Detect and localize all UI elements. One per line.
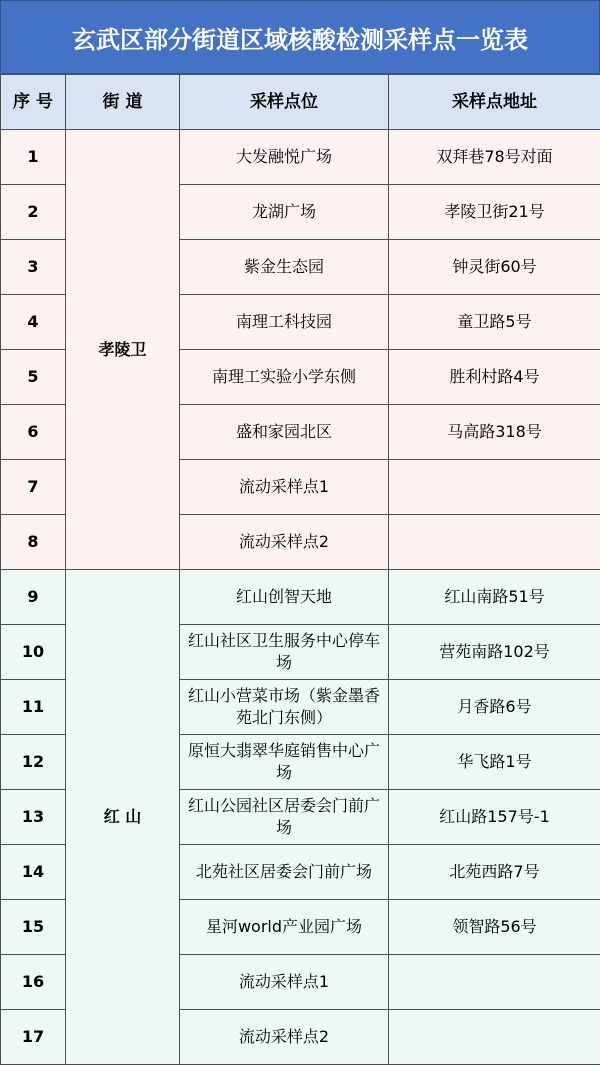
sampling-site: 红山小营菜市场（紫金墨香苑北门东侧） xyxy=(180,680,389,735)
sampling-address xyxy=(389,955,600,1010)
sampling-address: 童卫路5号 xyxy=(389,295,600,350)
header-address: 采样点地址 xyxy=(389,75,600,130)
row-number: 7 xyxy=(1,460,66,515)
sampling-address: 营苑南路102号 xyxy=(389,625,600,680)
sampling-table xyxy=(0,74,600,1065)
sampling-site: 红山社区卫生服务中心停车场 xyxy=(180,625,389,680)
table-row xyxy=(1,570,600,625)
sampling-site: 龙湖广场 xyxy=(180,185,389,240)
sampling-site: 大发融悦广场 xyxy=(180,130,389,185)
row-number: 1 xyxy=(1,130,66,185)
sampling-site: 紫金生态园 xyxy=(180,240,389,295)
sampling-address: 华飞路1号 xyxy=(389,735,600,790)
row-number: 9 xyxy=(1,570,66,625)
sampling-address: 领智路56号 xyxy=(389,900,600,955)
sampling-site: 原恒大翡翠华庭销售中心广场 xyxy=(180,735,389,790)
sampling-site: 星河world产业园广场 xyxy=(180,900,389,955)
table-header-row xyxy=(1,75,600,130)
sampling-address: 钟灵街60号 xyxy=(389,240,600,295)
row-number: 2 xyxy=(1,185,66,240)
header-site: 采样点位 xyxy=(180,75,389,130)
sampling-address: 北苑西路7号 xyxy=(389,845,600,900)
row-number: 10 xyxy=(1,625,66,680)
page-title: 玄武区部分街道区域核酸检测采样点一览表 xyxy=(0,0,600,74)
sampling-site: 红山创智天地 xyxy=(180,570,389,625)
row-number: 14 xyxy=(1,845,66,900)
row-number: 5 xyxy=(1,350,66,405)
sampling-site: 红山公园社区居委会门前广场 xyxy=(180,790,389,845)
sampling-address xyxy=(389,460,600,515)
row-number: 16 xyxy=(1,955,66,1010)
sampling-site: 流动采样点1 xyxy=(180,460,389,515)
row-number: 11 xyxy=(1,680,66,735)
sampling-address: 马高路318号 xyxy=(389,405,600,460)
row-number: 17 xyxy=(1,1010,66,1065)
street-name: 红 山 xyxy=(66,570,180,1065)
header-street: 街 道 xyxy=(66,75,180,130)
table-row xyxy=(1,130,600,185)
sampling-address: 月香路6号 xyxy=(389,680,600,735)
sampling-site: 盛和家园北区 xyxy=(180,405,389,460)
row-number: 6 xyxy=(1,405,66,460)
sampling-address: 孝陵卫街21号 xyxy=(389,185,600,240)
row-number: 13 xyxy=(1,790,66,845)
sampling-address: 红山路157号-1 xyxy=(389,790,600,845)
sampling-address xyxy=(389,515,600,570)
row-number: 8 xyxy=(1,515,66,570)
row-number: 12 xyxy=(1,735,66,790)
sampling-address: 双拜巷78号对面 xyxy=(389,130,600,185)
sampling-site: 南理工实验小学东侧 xyxy=(180,350,389,405)
sampling-address xyxy=(389,1010,600,1065)
row-number: 3 xyxy=(1,240,66,295)
sampling-address: 胜利村路4号 xyxy=(389,350,600,405)
sampling-site: 北苑社区居委会门前广场 xyxy=(180,845,389,900)
sampling-address: 红山南路51号 xyxy=(389,570,600,625)
row-number: 4 xyxy=(1,295,66,350)
row-number: 15 xyxy=(1,900,66,955)
table-body xyxy=(1,130,600,1065)
sampling-site: 流动采样点2 xyxy=(180,1010,389,1065)
header-no: 序 号 xyxy=(1,75,66,130)
sampling-site: 流动采样点1 xyxy=(180,955,389,1010)
sampling-site: 流动采样点2 xyxy=(180,515,389,570)
street-name: 孝陵卫 xyxy=(66,130,180,570)
sampling-site: 南理工科技园 xyxy=(180,295,389,350)
